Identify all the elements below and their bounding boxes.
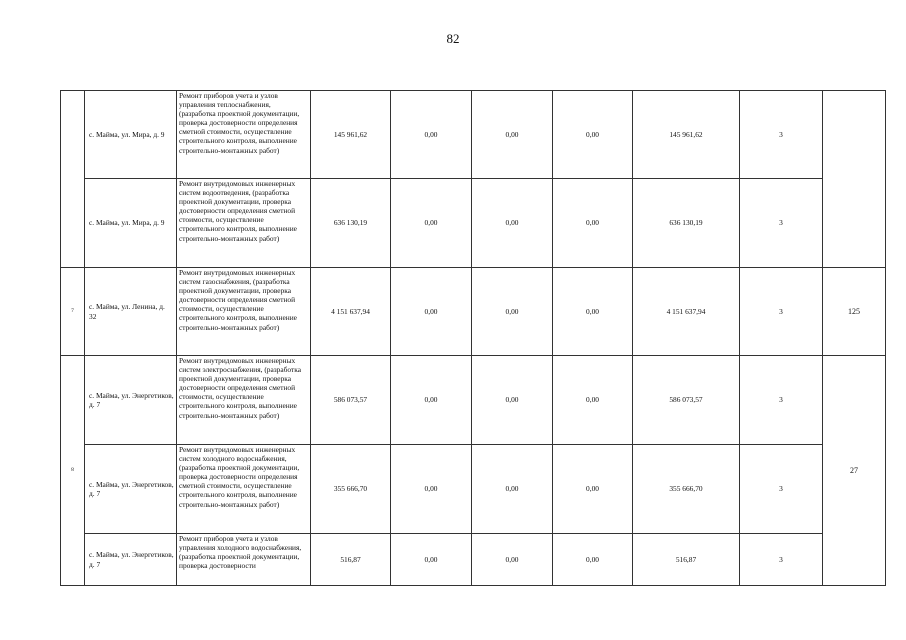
total-cost-cell: 4 151 637,94 bbox=[311, 268, 391, 356]
group-value-cell bbox=[823, 91, 886, 268]
value-cell-1: 0,00 bbox=[391, 268, 472, 356]
work-description-cell: Ремонт внутридомовых инженерных систем водоотведения, (разработка проектной документации, проверка достоверности определения сметной стоимости, осуществление строительного контроля, выполнение строительно-монтажных работ) bbox=[177, 179, 311, 268]
address-cell: с. Майма, ул. Мира, д. 9 bbox=[85, 91, 177, 179]
work-description-cell: Ремонт внутридомовых инженерных систем холодного водоснабжения, (разработка проектной документации, проверка достоверности определения сметной стоимости, осуществление строительного контроля, выполнение строительно-монтажных работ) bbox=[177, 445, 311, 534]
capital-repair-table bbox=[60, 90, 886, 586]
amount-cell: 4 151 637,94 bbox=[633, 268, 740, 356]
count-cell: 3 bbox=[740, 179, 823, 268]
work-description-cell: Ремонт приборов учета и узлов управления холодного водоснабжения, (разработка проектной документации, проверка достоверности bbox=[177, 534, 311, 586]
value-cell-3: 0,00 bbox=[553, 268, 633, 356]
total-cost-cell: 355 666,70 bbox=[311, 445, 391, 534]
work-description-cell: Ремонт приборов учета и узлов управления теплоснабжения, (разработка проектной документации, проверка достоверности определения сметной стоимости, осуществление строительного контроля, выполнение строительно-монтажных работ) bbox=[177, 91, 311, 179]
value-cell-1: 0,00 bbox=[391, 356, 472, 445]
value-cell-1: 0,00 bbox=[391, 91, 472, 179]
group-value-cell: 125 bbox=[823, 268, 886, 356]
row-number-cell: 8 bbox=[61, 356, 85, 586]
address-cell: с. Майма, ул. Энергетиков, д. 7 bbox=[85, 534, 177, 586]
value-cell-1: 0,00 bbox=[391, 179, 472, 268]
value-cell-2: 0,00 bbox=[472, 534, 553, 586]
table-row bbox=[61, 356, 886, 445]
total-cost-cell: 586 073,57 bbox=[311, 356, 391, 445]
amount-cell: 355 666,70 bbox=[633, 445, 740, 534]
address-cell: с. Майма, ул. Энергетиков, д. 7 bbox=[85, 445, 177, 534]
value-cell-3: 0,00 bbox=[553, 356, 633, 445]
table-row bbox=[61, 445, 886, 534]
work-description-cell: Ремонт внутридомовых инженерных систем газоснабжения, (разработка проектной документации, проверка достоверности определения сметной стоимости, осуществление строительного контроля, выполнение строительно-монтажных работ) bbox=[177, 268, 311, 356]
count-cell: 3 bbox=[740, 445, 823, 534]
table-row bbox=[61, 179, 886, 268]
table-row bbox=[61, 534, 886, 586]
count-cell: 3 bbox=[740, 268, 823, 356]
total-cost-cell: 516,87 bbox=[311, 534, 391, 586]
amount-cell: 636 130,19 bbox=[633, 179, 740, 268]
value-cell-3: 0,00 bbox=[553, 534, 633, 586]
row-number-cell bbox=[61, 91, 85, 268]
value-cell-1: 0,00 bbox=[391, 445, 472, 534]
value-cell-2: 0,00 bbox=[472, 91, 553, 179]
value-cell-2: 0,00 bbox=[472, 356, 553, 445]
group-value-cell: 27 bbox=[823, 356, 886, 586]
count-cell: 3 bbox=[740, 356, 823, 445]
address-cell: с. Майма, ул. Мира, д. 9 bbox=[85, 179, 177, 268]
address-cell: с. Майма, ул. Энергетиков, д. 7 bbox=[85, 356, 177, 445]
page-number: 82 bbox=[446, 31, 460, 46]
value-cell-2: 0,00 bbox=[472, 445, 553, 534]
address-cell: с. Майма, ул. Ленина, д. 32 bbox=[85, 268, 177, 356]
value-cell-3: 0,00 bbox=[553, 445, 633, 534]
amount-cell: 516,87 bbox=[633, 534, 740, 586]
work-description-cell: Ремонт внутридомовых инженерных систем электроснабжения, (разработка проектной документации, проверка достоверности определения сметной стоимости, осуществление строительного контроля, выполнение строительно-монтажных работ) bbox=[177, 356, 311, 445]
value-cell-2: 0,00 bbox=[472, 268, 553, 356]
count-cell: 3 bbox=[740, 91, 823, 179]
value-cell-3: 0,00 bbox=[553, 91, 633, 179]
count-cell: 3 bbox=[740, 534, 823, 586]
table-row bbox=[61, 91, 886, 179]
amount-cell: 586 073,57 bbox=[633, 356, 740, 445]
value-cell-1: 0,00 bbox=[391, 534, 472, 586]
total-cost-cell: 145 961,62 bbox=[311, 91, 391, 179]
total-cost-cell: 636 130,19 bbox=[311, 179, 391, 268]
value-cell-3: 0,00 bbox=[553, 179, 633, 268]
value-cell-2: 0,00 bbox=[472, 179, 553, 268]
table-row bbox=[61, 268, 886, 356]
amount-cell: 145 961,62 bbox=[633, 91, 740, 179]
row-number-cell: 7 bbox=[61, 268, 85, 356]
